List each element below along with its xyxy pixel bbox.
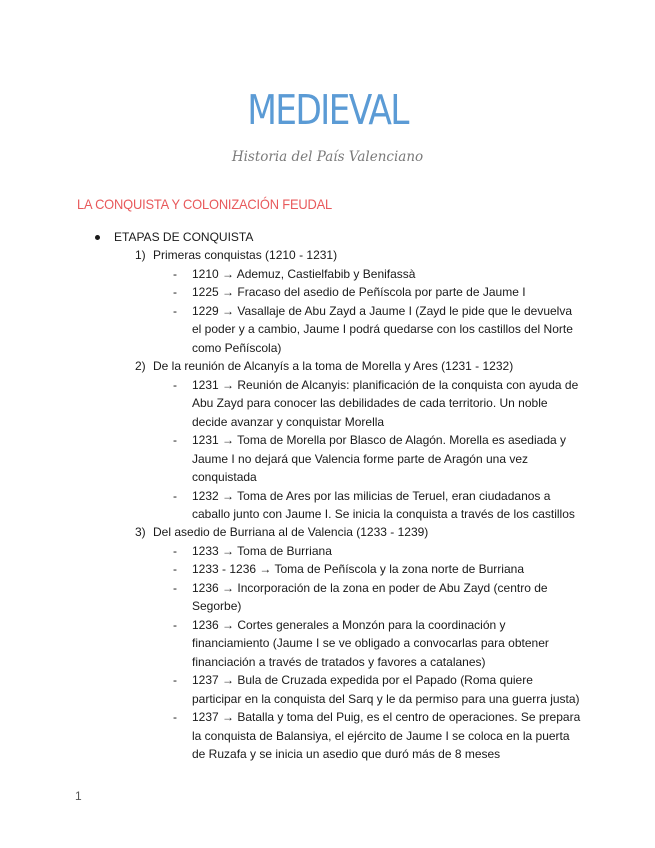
list-item-line: caballo junto con Jaume I. Se inicia la conquista a través de los castillos [192, 507, 575, 521]
list-item-line: participar en la conquista del Sarq y le da permiso para una guerra justa) [192, 691, 580, 706]
bullet-label: ETAPAS DE CONQUISTA [114, 230, 254, 244]
bullet-icon [95, 235, 100, 240]
dash-bullet: - [173, 710, 177, 724]
dash-bullet: - [173, 433, 177, 447]
list-item-line: 1225 → Fracaso del asedio de Peñíscola por parte de Jaume I [192, 285, 526, 299]
stage-number: 2) [135, 359, 146, 373]
dash-bullet: - [173, 488, 177, 503]
list-item-line: conquistada [192, 470, 257, 484]
dash-bullet: - [173, 580, 177, 595]
dash-bullet: - [173, 285, 177, 299]
list-item-line: 1229 → Vasallaje de Abu Zayd a Jaume I (Zayd le pide que le devuelva [192, 303, 573, 318]
list-item-line: de Ruzafa y se inicia un asedio que duró más de 8 meses [192, 747, 501, 761]
list-item-line: 1237 → Bula de Cruzada expedida por el Papado (Roma quiere [192, 673, 533, 687]
list-item-line: como Peñíscola) [192, 340, 282, 355]
list-item-line: 1233 → Toma de Burriana [192, 543, 332, 558]
page-number: 1 [75, 789, 82, 803]
list-item-line: Segorbe) [192, 599, 242, 613]
dash-bullet: - [173, 673, 177, 687]
list-item-line: financiación a través de tratados y favores a catalanes) [192, 654, 486, 669]
list-item-line: 1210 → Ademuz, Castielfabib y Benifassà [192, 266, 416, 281]
list-item-line: Jaume I no dejará que Valencia forme parte de Aragón una vez [192, 451, 528, 466]
list-item-line: 1232 → Toma de Ares por las milicias de Teruel, eran ciudadanos a [192, 488, 551, 503]
dash-bullet: - [173, 266, 177, 281]
section-heading: LA CONQUISTA Y COLONIZACIÓN FEUDAL [77, 196, 332, 212]
stage-number: 1) [135, 248, 146, 262]
stage-number: 3) [135, 525, 146, 539]
list-item-line: el poder y a cambio, Jaume I podrá quedarse con los castillos del Norte [192, 322, 573, 336]
dash-bullet: - [173, 377, 177, 392]
stage-label: Del asedio de Burriana al de Valencia (1233 - 1239) [153, 525, 429, 539]
stage-label: Primeras conquistas (1210 - 1231) [153, 248, 338, 262]
list-item-line: decide avanzar y conquistar Morella [192, 414, 385, 429]
list-item-line: 1231 → Reunión de Alcanyis: planificación de la conquista con ayuda de [192, 377, 579, 392]
dash-bullet: - [173, 617, 177, 632]
dash-bullet: - [173, 562, 177, 576]
list-item-line: Abu Zayd para conocer las debilidades de cada territorio. Un noble [192, 396, 548, 410]
document-subtitle: Historia del País Valenciano [231, 149, 424, 165]
dash-bullet: - [173, 543, 177, 558]
list-item-line: la conquista de Balansiya, el ejército de Jaume I se coloca en la puerta [192, 728, 570, 743]
list-item-line: 1236 → Incorporación de la zona en poder de Abu Zayd (centro de [192, 580, 548, 595]
list-item-line: financiamiento (Jaume I se ve obligado a convocarlas para obtener [192, 636, 549, 650]
list-item-line: 1233 - 1236 → Toma de Peñíscola y la zona norte de Burriana [192, 562, 524, 576]
list-item-line: 1236 → Cortes generales a Monzón para la coordinación y [192, 617, 506, 632]
dash-bullet: - [173, 303, 177, 318]
list-item-line: 1231 → Toma de Morella por Blasco de Alagón. Morella es asediada y [192, 433, 566, 447]
list-item-line: 1237 → Batalla y toma del Puig, es el centro de operaciones. Se prepara [192, 710, 581, 724]
stage-label: De la reunión de Alcanyís a la toma de Morella y Ares (1231 - 1232) [153, 359, 514, 373]
document-title: MEDIEVAL [247, 86, 408, 134]
